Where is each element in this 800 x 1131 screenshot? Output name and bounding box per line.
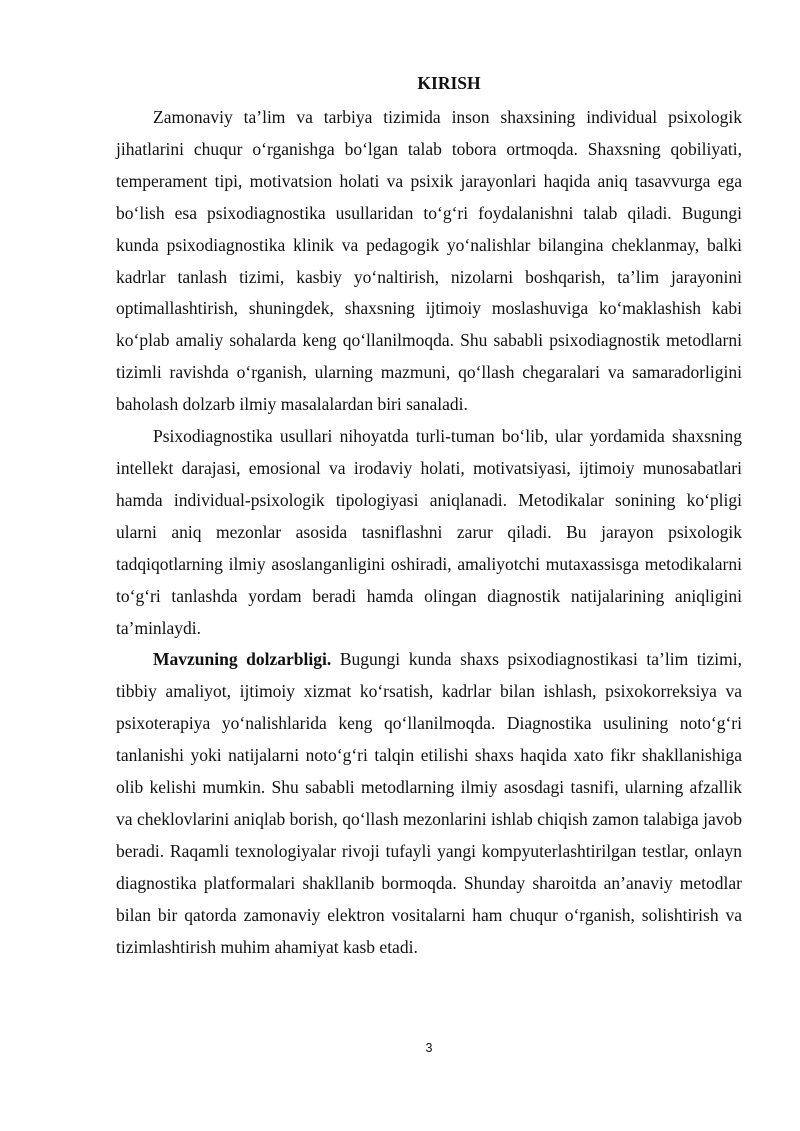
- paragraph-relevance: [116, 644, 742, 963]
- paragraph-methods: [116, 421, 742, 644]
- page-title: KIRISH: [417, 73, 481, 93]
- paragraph-text: Psixodiagnostika usullari nihoyatda turli-tuman bo‘lib, ular yordamida shaxsning intellekt darajasi, emosional va irodaviy holati, motivatsiyasi, ijtimoiy munosabatlari hamda individual-psixologik tipologiyasi aniqlanadi. Metodikalar sonining ko‘pligi ularni aniq mezonlar asosida tasniflashni zarur qiladi. Bu jarayon psixologik tadqiqotlarning ilmiy asoslanganligini oshiradi, amaliyotchi mutaxassisga metodikalarni to‘g‘ri tanlashda yordam beradi hamda olingan diagnostik natijalarining aniqligini ta’minlaydi.: [116, 426, 742, 638]
- paragraph-text: Bugungi kunda shaxs psixodiagnostikasi ta’lim tizimi, tibbiy amaliyot, ijtimoiy xizmat ko‘rsatish, kadrlar bilan ishlash, psixokorreksiya va psixoterapiya yo‘nalishlarida keng qo‘llanilmoqda. Diagnostika usulining noto‘g‘ri tanlanishi yoki natijalarni noto‘g‘ri talqin etilishi shaxs haqida xato fikr shakllanishiga olib kelishi mumkin. Shu sababli metodlarning ilmiy asosdagi tasnifi, ularning afzallik va cheklovlarini aniqlab borish, qo‘llash mezonlarini ishlab chiqish zamon talabiga javob beradi. Raqamli texnologiyalar rivoji tufayli yangi kompyuterlashtirilgan testlar, onlayn diagnostika platformalari shakllanib bormoqda. Shunday sharoitda an’anaviy metodlar bilan bir qatorda zamonaviy elektron vositalarni ham chuqur o‘rganish, solishtirish va tizimlashtirish muhim ahamiyat kasb etadi.: [116, 649, 742, 957]
- page-number: 3: [425, 1041, 433, 1055]
- paragraph-lead: Mavzuning dolzarbligi.: [153, 649, 332, 670]
- document-page: [116, 72, 742, 963]
- paragraph-text: Zamonaviy ta’lim va tarbiya tizimida inson shaxsining individual psixologik jihatlarini chuqur o‘rganishga bo‘lgan talab tobora ortmoqda. Shaxsning qobiliyati, temperament tipi, motivatsion holati va psixik jarayonlari haqida aniq tasavvurga ega bo‘lish esa psixodiagnostika usullaridan to‘g‘ri foydalanishni talab qiladi. Bugungi kunda psixodiagnostika klinik va pedagogik yo‘nalishlar bilangina cheklanmay, balki kadrlar tanlash tizimi, kasbiy yo‘naltirish, nizolarni boshqarish, ta’lim jarayonini optimallashtirish, shuningdek, shaxsning ijtimoiy moslashuviga ko‘maklashish kabi ko‘plab amaliy sohalarda keng qo‘llanilmoqda. Shu sababli psixodiagnostik metodlarni tizimli ravishda o‘rganish, ularning mazmuni, qo‘llash chegaralari va samaradorligini baholash dolzarb ilmiy masalalardan biri sanaladi.: [116, 107, 742, 415]
- paragraph-introduction: [116, 102, 742, 421]
